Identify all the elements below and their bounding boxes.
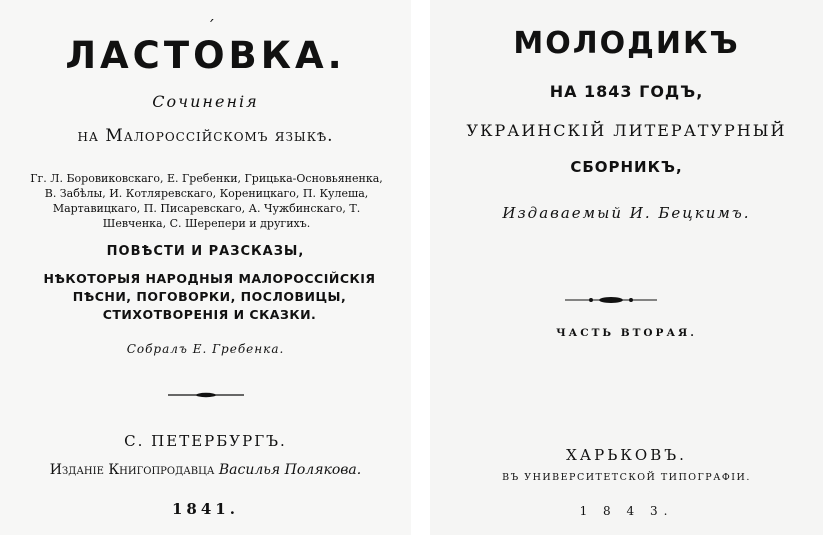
right-title-page <box>430 0 823 535</box>
right-part: ЧАСТЬ ВТОРАЯ. <box>556 327 697 339</box>
left-compiler: Собралъ Е. Гребенка. <box>126 342 285 356</box>
publisher-prefix: Изданіе Книгопродавца <box>49 462 215 478</box>
right-press: ВЪ УНИВЕРСИТЕТСКОЙ ТИПОГРАФІИ. <box>502 472 751 483</box>
left-title: ЛАСТОВКА. <box>65 34 346 77</box>
right-description-2: СБОРНИКЪ, <box>570 158 683 176</box>
right-ornament-rule <box>565 294 657 306</box>
right-year-line: НА 1843 ГОДЪ, <box>549 82 704 101</box>
publisher-name: Василья Полякова. <box>218 462 362 478</box>
left-ornament-rule <box>168 390 244 400</box>
right-year: 1 8 4 3. <box>579 504 674 518</box>
right-editor: Издаваемый И. Бецкимъ. <box>502 204 751 222</box>
left-title-page <box>0 0 411 535</box>
title-accent-mark: ´ <box>207 17 215 36</box>
left-language-line: на Малороссійскомъ языкѣ. <box>77 126 334 146</box>
left-year: 1841. <box>172 500 239 518</box>
left-publisher <box>0 462 411 478</box>
left-contents: НѢКОТОРЫЯ НАРОДНЫЯ МАЛОРОССІЙСКІЯ ПѢСНИ, ПОГОВОРКИ, ПОСЛОВИЦЫ, СТИХОТВОРЕНІЯ И СКАЗКИ. <box>43 271 376 322</box>
right-city: ХАРЬКОВЪ. <box>566 446 687 464</box>
right-description: УКРАИНСКІЙ ЛИТЕРАТУРНЫЙ <box>466 121 787 140</box>
left-subtitle: Сочиненія <box>152 92 259 111</box>
left-authors: Гг. Л. Боровиковскаго, Е. Гребенки, Грицька-Основьяненка, В. Забѣлы, И. Котляревскаго, Кореницкаго, П. Кулеша, Мартавицкаго, П. Писаревскаго, А. Чужбинскаго, Т. Шевченка, С. Шерепери и другихъ. <box>30 172 383 230</box>
left-city: С. ПЕТЕРБУРГЪ. <box>124 432 287 450</box>
right-title: МОЛОДИКЪ <box>513 26 740 61</box>
left-genre: ПОВѢСТИ И РАЗСКАЗЫ, <box>106 244 305 259</box>
